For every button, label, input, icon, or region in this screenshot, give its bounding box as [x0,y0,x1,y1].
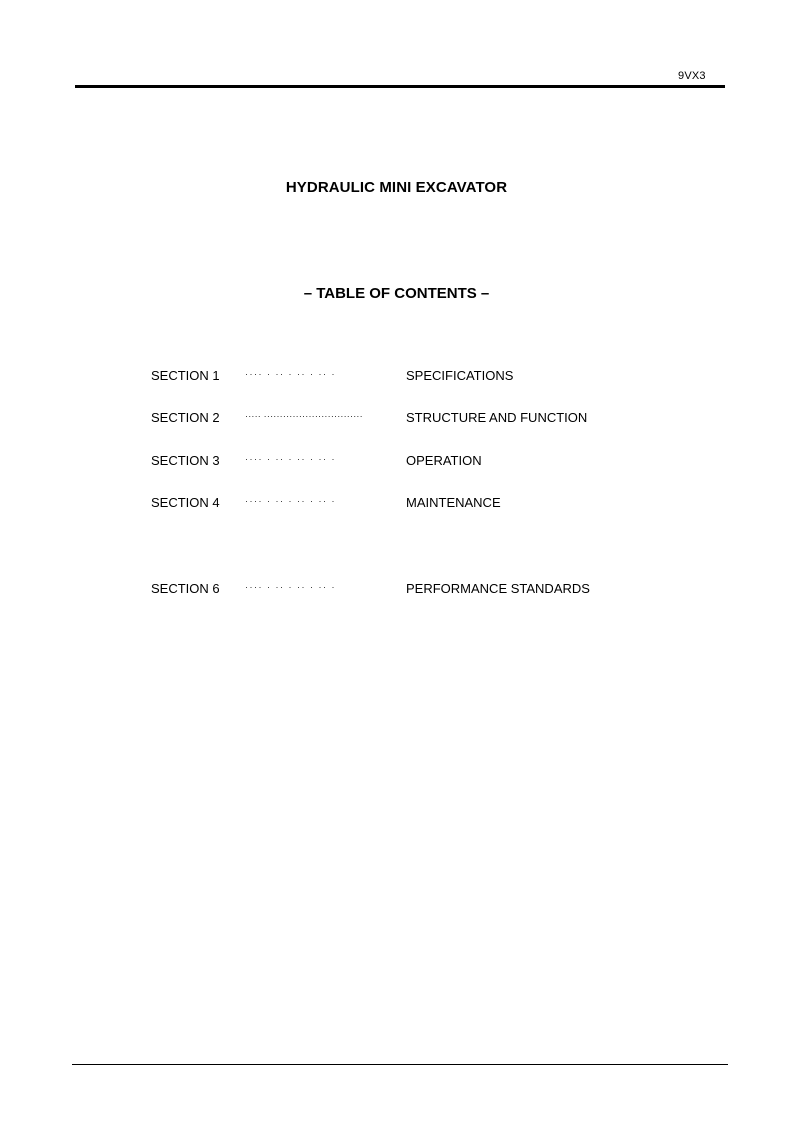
toc-section-name: SPECIFICATIONS [406,368,514,383]
toc-section-number: SECTION 2 [151,410,220,425]
toc-item-section-4[interactable] [151,494,631,512]
toc-leader-dots: ····· ······························· [245,411,363,421]
toc-heading: – TABLE OF CONTENTS – [303,285,490,302]
toc-section-number: SECTION 1 [151,368,220,383]
toc-section-name: OPERATION [406,453,482,468]
toc-item-section-2[interactable] [151,409,631,427]
toc-section-number: SECTION 4 [151,495,220,510]
toc-leader-dots: ···· · ·· · ·· · ·· · [245,496,336,506]
toc-item-section-3[interactable] [151,452,631,470]
page-code: 9VX3 [678,70,706,82]
toc-section-number: SECTION 6 [151,581,220,596]
toc-leader-dots: ···· · ·· · ·· · ·· · [245,582,336,592]
footer-rule [72,1064,728,1065]
toc-item-section-6[interactable] [151,580,631,598]
document-title: HYDRAULIC MINI EXCAVATOR [285,179,508,196]
toc-section-name: STRUCTURE AND FUNCTION [406,410,588,425]
toc-leader-dots: ···· · ·· · ·· · ·· · [245,454,336,464]
toc-item-section-1[interactable] [151,367,631,385]
toc-leader-dots: ···· · ·· · ·· · ·· · [245,369,336,379]
toc-section-number: SECTION 3 [151,453,220,468]
toc-section-name: PERFORMANCE STANDARDS [406,581,590,596]
toc-section-name: MAINTENANCE [406,495,501,510]
